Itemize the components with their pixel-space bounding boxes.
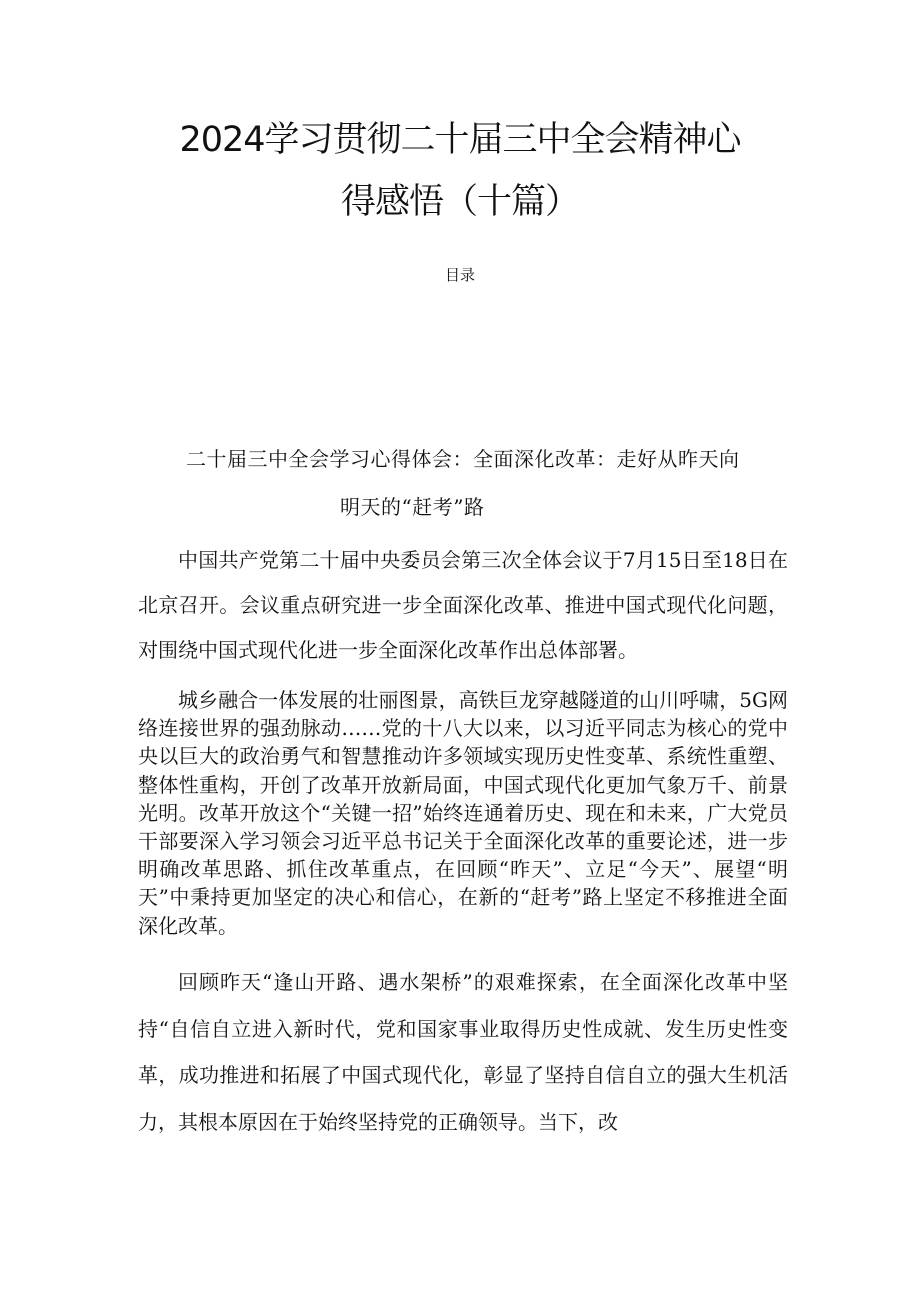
document-title-line-1: 2024学习贯彻二十届三中全会精神心 — [179, 120, 741, 160]
table-of-contents-heading: 目录 — [444, 266, 475, 284]
body-paragraph-1: 中国共产党第二十届中央委员会第三次全体会议于7月15日至18日在北京召开。会议重点研究进一步全面深化改革、推进中国式现代化问题，对围绕中国式现代化进一步全面深化改革作出总体部署。 — [138, 548, 788, 662]
article-title-line-1: 二十届三中全会学习心得体会：全面深化改革：走好从昨天向 — [186, 447, 740, 471]
document-title-line-2: 得感悟（十篇） — [340, 182, 579, 222]
body-paragraph-3: 回顾昨天“逢山开路、遇水架桥”的艰难探索，在全面深化改革中坚持“自信自立进入新时代，党和国家事业取得历史性成就、发生历史性变革，成功推进和拓展了中国式现代化，彰显了坚持自信自立的强大生机活力，其根本原因在于始终坚持党的正确领导。当下，改 — [138, 970, 788, 1134]
body-paragraph-2: 城乡融合一体发展的壮丽图景，高铁巨龙穿越隧道的山川呼啸，5G网络连接世界的强劲脉动……党的十八大以来，以习近平同志为核心的党中央以巨大的政治勇气和智慧推动许多领域实现历史性变革、系统性重塑、整体性重构，开创了改革开放新局面，中国式现代化更加气象万千、前景光明。改革开放这个“关键一招”始终连通着历史、现在和未来，广大党员干部要深入学习领会习近平总书记关于全面深化改革的重要论述，进一步明确改革思路、抓住改革重点，在回顾“昨天”、立足“今天”、展望“明天”中秉持更加坚定的决心和信心，在新的“赶考”路上坚定不移推进全面深化改革。 — [138, 688, 788, 938]
article-title-line-2: 明天的“赶考”路 — [340, 495, 485, 519]
